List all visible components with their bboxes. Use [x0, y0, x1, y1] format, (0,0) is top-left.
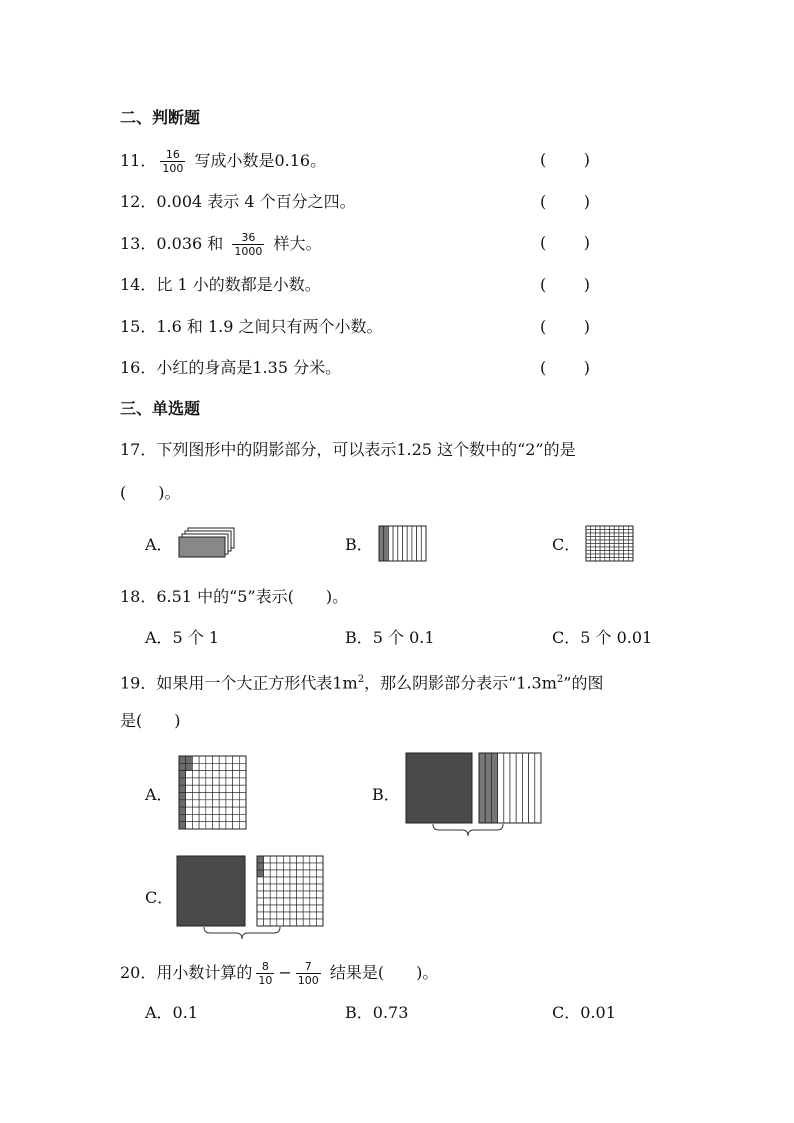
- question-18: 18．6.51 中的“5”表示( )。: [120, 587, 349, 606]
- q19-option-c-label[interactable]: C．: [145, 888, 174, 907]
- q17-option-a-figure[interactable]: [178, 527, 238, 561]
- q20-option-a[interactable]: A．0.1: [145, 1003, 199, 1022]
- q17-option-c-figure[interactable]: [585, 525, 635, 563]
- q19-option-a-label[interactable]: A．: [145, 785, 173, 804]
- q19-option-b-label[interactable]: B．: [372, 785, 400, 804]
- question-12: 12．0.004 表示 4 个百分之四。: [120, 192, 356, 211]
- question-19-line1: 19．如果用一个大正方形代表$1m^2$，那么阴影部分表示“$1.3m^2$”的图: [120, 673, 604, 693]
- fraction: $\frac{16}{100}$: [162, 148, 184, 175]
- q19-option-a-figure[interactable]: [178, 755, 248, 831]
- question-19-line2: 是( ): [120, 711, 181, 730]
- q18-option-b[interactable]: B．5 个 0.1: [345, 628, 435, 647]
- question-11: 11． $\frac{16}{100}$ 写成小数是0.16。: [120, 148, 327, 175]
- q17-option-c-label[interactable]: C．: [552, 535, 581, 554]
- question-20: 20．用小数计算的 $\frac{8}{10}$ − $\frac{7}{100}$ 结果是( )。: [120, 960, 439, 987]
- answer-blank-15[interactable]: ( ): [540, 317, 590, 336]
- answer-blank-14[interactable]: ( ): [540, 275, 590, 294]
- q20-option-c[interactable]: C．0.01: [552, 1003, 616, 1022]
- q19-option-c-figure[interactable]: [176, 855, 326, 941]
- answer-blank-11[interactable]: ( ): [540, 150, 590, 169]
- question-number: 11．: [120, 151, 157, 170]
- answer-blank-12[interactable]: ( ): [540, 192, 590, 211]
- q18-option-c[interactable]: C．5 个 0.01: [552, 628, 653, 647]
- q17-option-a-label[interactable]: A．: [145, 535, 173, 554]
- fraction: $\frac{8}{10}$: [258, 960, 273, 987]
- section-heading-judgement: 二、判断题: [120, 108, 201, 127]
- section-heading-single-choice: 三、单选题: [120, 399, 201, 418]
- question-16: 16．小红的身高是1.35 分米。: [120, 358, 342, 377]
- answer-blank-13[interactable]: ( ): [540, 233, 590, 252]
- q17-option-b-label[interactable]: B．: [345, 535, 373, 554]
- fraction: $\frac{7}{100}$: [297, 960, 319, 987]
- question-14: 14．比 1 小的数都是小数。: [120, 275, 321, 294]
- q19-option-b-figure[interactable]: [405, 752, 545, 838]
- fraction: $\frac{36}{1000}$: [234, 231, 263, 258]
- answer-blank-16[interactable]: ( ): [540, 358, 590, 377]
- q17-option-b-figure[interactable]: [378, 525, 428, 563]
- question-17-line2: ( )。: [120, 483, 181, 502]
- question-13: 13．0.036 和 $\frac{36}{1000}$ 样大。: [120, 231, 322, 258]
- question-15: 15．1.6 和 1.9 之间只有两个小数。: [120, 317, 383, 336]
- q20-option-b[interactable]: B．0.73: [345, 1003, 409, 1022]
- question-17-line1: 17．下列图形中的阴影部分，可以表示1.25 这个数中的“2”的是: [120, 440, 576, 459]
- q18-option-a[interactable]: A．5 个 1: [145, 628, 220, 647]
